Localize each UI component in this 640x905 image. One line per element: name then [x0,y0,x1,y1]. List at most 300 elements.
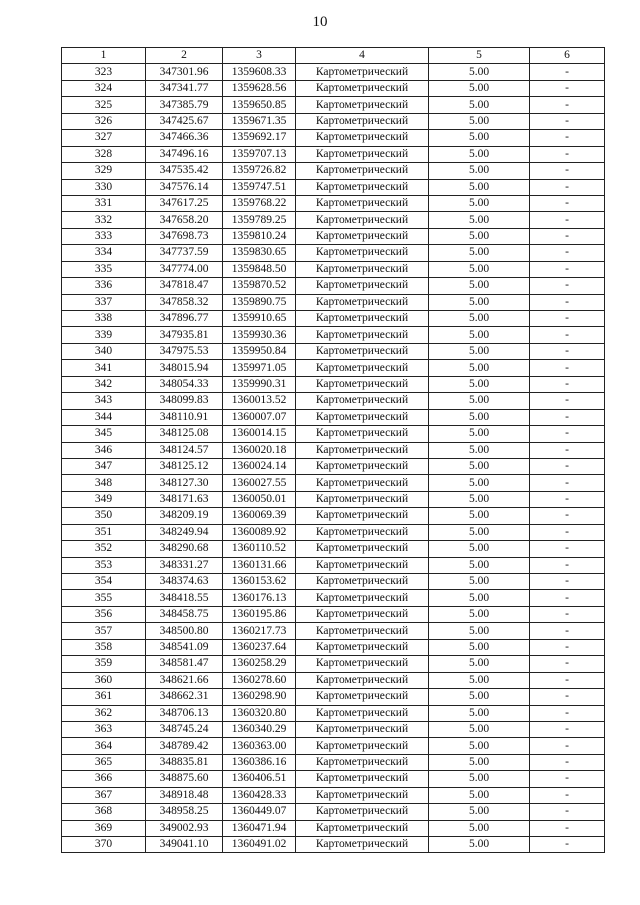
y-coordinate-cell: 1359608.33 [223,64,296,80]
x-coordinate-cell: 347617.25 [146,195,223,211]
method-cell: Картометрический [296,393,429,409]
note-cell: - [530,130,605,146]
x-coordinate-cell: 347935.81 [146,327,223,343]
x-coordinate-cell: 348124.57 [146,442,223,458]
x-coordinate-cell: 347496.16 [146,146,223,162]
method-cell: Картометрический [296,623,429,639]
point-number-cell: 327 [62,130,146,146]
column-header: 4 [296,48,429,64]
y-coordinate-cell: 1360050.01 [223,491,296,507]
table-row [62,195,605,211]
method-cell: Картометрический [296,771,429,787]
point-number-cell: 338 [62,311,146,327]
note-cell: - [530,409,605,425]
accuracy-cell: 5.00 [429,606,530,622]
y-coordinate-cell: 1359930.36 [223,327,296,343]
table-row [62,426,605,442]
accuracy-cell: 5.00 [429,409,530,425]
x-coordinate-cell: 347896.77 [146,311,223,327]
x-coordinate-cell: 348662.31 [146,689,223,705]
column-header: 2 [146,48,223,64]
x-coordinate-cell: 348015.94 [146,360,223,376]
point-number-cell: 368 [62,804,146,820]
x-coordinate-cell: 347301.96 [146,64,223,80]
accuracy-cell: 5.00 [429,376,530,392]
x-coordinate-cell: 348054.33 [146,376,223,392]
y-coordinate-cell: 1360131.66 [223,557,296,573]
note-cell: - [530,179,605,195]
note-cell: - [530,442,605,458]
accuracy-cell: 5.00 [429,80,530,96]
point-number-cell: 360 [62,672,146,688]
accuracy-cell: 5.00 [429,557,530,573]
note-cell: - [530,228,605,244]
accuracy-cell: 5.00 [429,327,530,343]
method-cell: Картометрический [296,787,429,803]
x-coordinate-cell: 348110.91 [146,409,223,425]
x-coordinate-cell: 348958.25 [146,804,223,820]
y-coordinate-cell: 1360014.15 [223,426,296,442]
note-cell: - [530,639,605,655]
note-cell: - [530,491,605,507]
column-header: 5 [429,48,530,64]
note-cell: - [530,245,605,261]
accuracy-cell: 5.00 [429,524,530,540]
note-cell: - [530,508,605,524]
table-row [62,738,605,754]
table-row [62,376,605,392]
method-cell: Картометрический [296,360,429,376]
point-number-cell: 351 [62,524,146,540]
x-coordinate-cell: 347576.14 [146,179,223,195]
point-number-cell: 349 [62,491,146,507]
accuracy-cell: 5.00 [429,163,530,179]
y-coordinate-cell: 1360027.55 [223,475,296,491]
point-number-cell: 328 [62,146,146,162]
note-cell: - [530,754,605,770]
point-number-cell: 364 [62,738,146,754]
note-cell: - [530,163,605,179]
table-row [62,820,605,836]
x-coordinate-cell: 348706.13 [146,705,223,721]
accuracy-cell: 5.00 [429,754,530,770]
x-coordinate-cell: 349041.10 [146,837,223,853]
method-cell: Картометрический [296,195,429,211]
table-row [62,606,605,622]
point-number-cell: 370 [62,837,146,853]
note-cell: - [530,360,605,376]
method-cell: Картометрический [296,590,429,606]
point-number-cell: 361 [62,689,146,705]
x-coordinate-cell: 347774.00 [146,261,223,277]
y-coordinate-cell: 1359692.17 [223,130,296,146]
point-number-cell: 329 [62,163,146,179]
y-coordinate-cell: 1359650.85 [223,97,296,113]
point-number-cell: 342 [62,376,146,392]
point-number-cell: 354 [62,574,146,590]
y-coordinate-cell: 1359707.13 [223,146,296,162]
point-number-cell: 356 [62,606,146,622]
point-number-cell: 353 [62,557,146,573]
note-cell: - [530,787,605,803]
accuracy-cell: 5.00 [429,113,530,129]
x-coordinate-cell: 347698.73 [146,228,223,244]
method-cell: Картометрический [296,261,429,277]
accuracy-cell: 5.00 [429,639,530,655]
note-cell: - [530,212,605,228]
column-header: 6 [530,48,605,64]
point-number-cell: 346 [62,442,146,458]
method-cell: Картометрический [296,130,429,146]
accuracy-cell: 5.00 [429,837,530,853]
x-coordinate-cell: 347975.53 [146,343,223,359]
method-cell: Картометрический [296,80,429,96]
y-coordinate-cell: 1360089.92 [223,524,296,540]
y-coordinate-cell: 1359628.56 [223,80,296,96]
note-cell: - [530,623,605,639]
accuracy-cell: 5.00 [429,97,530,113]
table-row [62,245,605,261]
note-cell: - [530,672,605,688]
note-cell: - [530,590,605,606]
accuracy-cell: 5.00 [429,212,530,228]
y-coordinate-cell: 1360386.16 [223,754,296,770]
x-coordinate-cell: 347658.20 [146,212,223,228]
note-cell: - [530,343,605,359]
x-coordinate-cell: 348171.63 [146,491,223,507]
method-cell: Картометрический [296,458,429,474]
method-cell: Картометрический [296,837,429,853]
method-cell: Картометрический [296,343,429,359]
point-number-cell: 325 [62,97,146,113]
accuracy-cell: 5.00 [429,360,530,376]
note-cell: - [530,294,605,310]
note-cell: - [530,721,605,737]
x-coordinate-cell: 347341.77 [146,80,223,96]
table-row [62,278,605,294]
method-cell: Картометрический [296,689,429,705]
table-row [62,524,605,540]
method-cell: Картометрический [296,212,429,228]
method-cell: Картометрический [296,311,429,327]
x-coordinate-cell: 348125.12 [146,458,223,474]
point-number-cell: 359 [62,656,146,672]
point-number-cell: 339 [62,327,146,343]
note-cell: - [530,475,605,491]
point-number-cell: 340 [62,343,146,359]
note-cell: - [530,557,605,573]
column-header: 3 [223,48,296,64]
x-coordinate-cell: 347425.67 [146,113,223,129]
x-coordinate-cell: 348621.66 [146,672,223,688]
x-coordinate-cell: 347385.79 [146,97,223,113]
x-coordinate-cell: 347818.47 [146,278,223,294]
y-coordinate-cell: 1360237.64 [223,639,296,655]
method-cell: Картометрический [296,820,429,836]
table-row [62,771,605,787]
y-coordinate-cell: 1360153.62 [223,574,296,590]
accuracy-cell: 5.00 [429,146,530,162]
point-number-cell: 343 [62,393,146,409]
note-cell: - [530,771,605,787]
table-row [62,343,605,359]
note-cell: - [530,426,605,442]
method-cell: Картометрический [296,409,429,425]
note-cell: - [530,376,605,392]
y-coordinate-cell: 1360278.60 [223,672,296,688]
table-row [62,228,605,244]
accuracy-cell: 5.00 [429,590,530,606]
table-row [62,508,605,524]
accuracy-cell: 5.00 [429,458,530,474]
y-coordinate-cell: 1360024.14 [223,458,296,474]
table-row [62,311,605,327]
table-row [62,705,605,721]
y-coordinate-cell: 1359950.84 [223,343,296,359]
table-row [62,754,605,770]
table-row [62,261,605,277]
x-coordinate-cell: 347535.42 [146,163,223,179]
point-number-cell: 324 [62,80,146,96]
method-cell: Картометрический [296,228,429,244]
y-coordinate-cell: 1359990.31 [223,376,296,392]
y-coordinate-cell: 1360069.39 [223,508,296,524]
point-number-cell: 334 [62,245,146,261]
accuracy-cell: 5.00 [429,179,530,195]
method-cell: Картометрический [296,491,429,507]
note-cell: - [530,278,605,294]
y-coordinate-cell: 1359830.65 [223,245,296,261]
x-coordinate-cell: 349002.93 [146,820,223,836]
table-row [62,458,605,474]
point-number-cell: 323 [62,64,146,80]
accuracy-cell: 5.00 [429,541,530,557]
note-cell: - [530,113,605,129]
note-cell: - [530,261,605,277]
x-coordinate-cell: 348099.83 [146,393,223,409]
accuracy-cell: 5.00 [429,426,530,442]
x-coordinate-cell: 347466.36 [146,130,223,146]
table-row [62,787,605,803]
y-coordinate-cell: 1360406.51 [223,771,296,787]
table-row [62,97,605,113]
point-number-cell: 357 [62,623,146,639]
table-row [62,64,605,80]
table-row [62,672,605,688]
table-row [62,623,605,639]
point-number-cell: 369 [62,820,146,836]
y-coordinate-cell: 1359890.75 [223,294,296,310]
y-coordinate-cell: 1359848.50 [223,261,296,277]
table-row [62,442,605,458]
y-coordinate-cell: 1360020.18 [223,442,296,458]
accuracy-cell: 5.00 [429,738,530,754]
point-number-cell: 358 [62,639,146,655]
note-cell: - [530,458,605,474]
point-number-cell: 362 [62,705,146,721]
table-row [62,360,605,376]
note-cell: - [530,393,605,409]
accuracy-cell: 5.00 [429,508,530,524]
y-coordinate-cell: 1360298.90 [223,689,296,705]
accuracy-cell: 5.00 [429,130,530,146]
note-cell: - [530,738,605,754]
method-cell: Картометрический [296,426,429,442]
x-coordinate-cell: 348249.94 [146,524,223,540]
y-coordinate-cell: 1360449.07 [223,804,296,820]
x-coordinate-cell: 348541.09 [146,639,223,655]
y-coordinate-cell: 1360258.29 [223,656,296,672]
y-coordinate-cell: 1360195.86 [223,606,296,622]
method-cell: Картометрический [296,524,429,540]
x-coordinate-cell: 348458.75 [146,606,223,622]
x-coordinate-cell: 347858.32 [146,294,223,310]
accuracy-cell: 5.00 [429,574,530,590]
x-coordinate-cell: 348500.80 [146,623,223,639]
y-coordinate-cell: 1359768.22 [223,195,296,211]
point-number-cell: 326 [62,113,146,129]
accuracy-cell: 5.00 [429,442,530,458]
accuracy-cell: 5.00 [429,820,530,836]
accuracy-cell: 5.00 [429,705,530,721]
method-cell: Картометрический [296,639,429,655]
point-number-cell: 367 [62,787,146,803]
x-coordinate-cell: 348835.81 [146,754,223,770]
accuracy-cell: 5.00 [429,294,530,310]
x-coordinate-cell: 348209.19 [146,508,223,524]
note-cell: - [530,64,605,80]
x-coordinate-cell: 348290.68 [146,541,223,557]
point-number-cell: 336 [62,278,146,294]
point-number-cell: 331 [62,195,146,211]
table-row [62,130,605,146]
table-row [62,574,605,590]
y-coordinate-cell: 1360013.52 [223,393,296,409]
method-cell: Картометрический [296,738,429,754]
table-row [62,475,605,491]
accuracy-cell: 5.00 [429,475,530,491]
y-coordinate-cell: 1359971.05 [223,360,296,376]
y-coordinate-cell: 1359810.24 [223,228,296,244]
note-cell: - [530,837,605,853]
accuracy-cell: 5.00 [429,228,530,244]
table-row [62,113,605,129]
note-cell: - [530,606,605,622]
table-header-row [62,48,605,64]
x-coordinate-cell: 348125.08 [146,426,223,442]
table-body [62,64,605,853]
method-cell: Картометрический [296,574,429,590]
point-number-cell: 345 [62,426,146,442]
method-cell: Картометрический [296,163,429,179]
accuracy-cell: 5.00 [429,623,530,639]
note-cell: - [530,705,605,721]
x-coordinate-cell: 348331.27 [146,557,223,573]
table-row [62,409,605,425]
y-coordinate-cell: 1360428.33 [223,787,296,803]
y-coordinate-cell: 1360176.13 [223,590,296,606]
accuracy-cell: 5.00 [429,689,530,705]
method-cell: Картометрический [296,376,429,392]
note-cell: - [530,97,605,113]
method-cell: Картометрический [296,278,429,294]
y-coordinate-cell: 1359870.52 [223,278,296,294]
page-number: 10 [312,14,328,30]
accuracy-cell: 5.00 [429,656,530,672]
method-cell: Картометрический [296,672,429,688]
point-number-cell: 355 [62,590,146,606]
note-cell: - [530,146,605,162]
table-row [62,639,605,655]
y-coordinate-cell: 1360110.52 [223,541,296,557]
accuracy-cell: 5.00 [429,672,530,688]
x-coordinate-cell: 348745.24 [146,721,223,737]
table-row [62,590,605,606]
x-coordinate-cell: 348789.42 [146,738,223,754]
point-number-cell: 337 [62,294,146,310]
table-row [62,656,605,672]
point-number-cell: 348 [62,475,146,491]
method-cell: Картометрический [296,113,429,129]
note-cell: - [530,327,605,343]
accuracy-cell: 5.00 [429,311,530,327]
y-coordinate-cell: 1360217.73 [223,623,296,639]
y-coordinate-cell: 1360340.29 [223,721,296,737]
method-cell: Картометрический [296,557,429,573]
accuracy-cell: 5.00 [429,343,530,359]
y-coordinate-cell: 1359789.25 [223,212,296,228]
accuracy-cell: 5.00 [429,721,530,737]
column-header: 1 [62,48,146,64]
method-cell: Картометрический [296,705,429,721]
note-cell: - [530,820,605,836]
method-cell: Картометрический [296,294,429,310]
method-cell: Картометрический [296,97,429,113]
accuracy-cell: 5.00 [429,64,530,80]
table-row [62,393,605,409]
accuracy-cell: 5.00 [429,787,530,803]
x-coordinate-cell: 347737.59 [146,245,223,261]
note-cell: - [530,524,605,540]
table-row [62,80,605,96]
method-cell: Картометрический [296,475,429,491]
method-cell: Картометрический [296,804,429,820]
table-row [62,557,605,573]
point-number-cell: 350 [62,508,146,524]
table-row [62,179,605,195]
method-cell: Картометрический [296,64,429,80]
note-cell: - [530,541,605,557]
method-cell: Картометрический [296,245,429,261]
table-row [62,541,605,557]
point-number-cell: 365 [62,754,146,770]
method-cell: Картометрический [296,179,429,195]
point-number-cell: 352 [62,541,146,557]
table-row [62,212,605,228]
y-coordinate-cell: 1360320.80 [223,705,296,721]
y-coordinate-cell: 1360363.00 [223,738,296,754]
y-coordinate-cell: 1360471.94 [223,820,296,836]
x-coordinate-cell: 348127.30 [146,475,223,491]
note-cell: - [530,80,605,96]
method-cell: Картометрический [296,146,429,162]
note-cell: - [530,656,605,672]
accuracy-cell: 5.00 [429,195,530,211]
accuracy-cell: 5.00 [429,261,530,277]
y-coordinate-cell: 1359910.65 [223,311,296,327]
table-row [62,491,605,507]
point-number-cell: 332 [62,212,146,228]
